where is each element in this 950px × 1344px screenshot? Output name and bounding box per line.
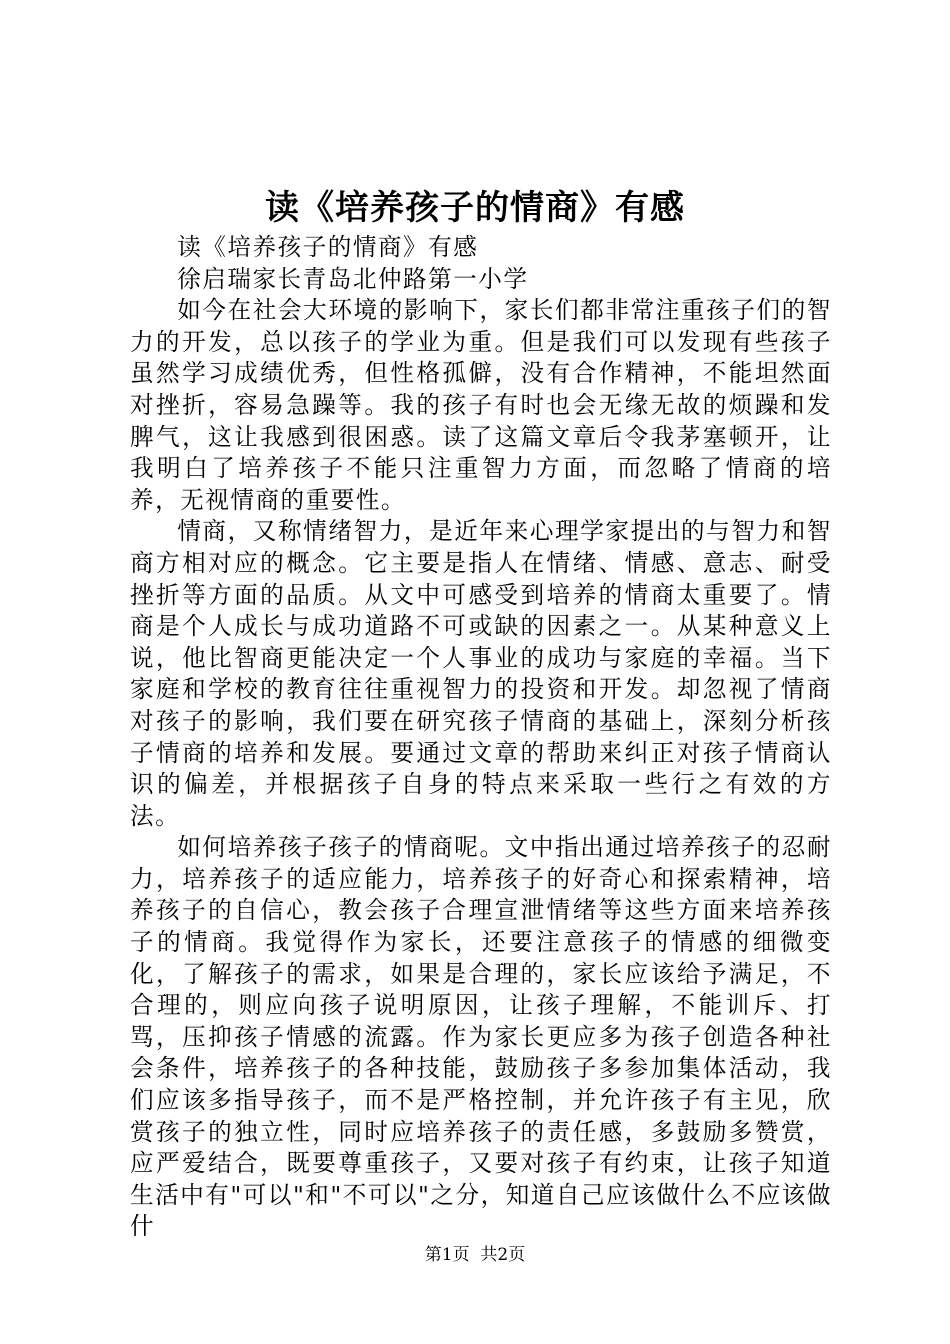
subtitle-line: 读《培养孩子的情商》有感 [177,233,479,261]
body-paragraph-1: 如今在社会大环境的影响下，家长们都非常注重孩子们的智力的开发，总以孩子的学业为重。但是我们可以发现有些孩子虽然学习成绩优秀，但性格孤僻，没有合作精神，不能坦然面对挫折，容易急躁等。我的孩子有时也会无缘无故的烦躁和发脾气，这让我感到很困惑。读了这篇文章后令我茅塞顿开，让我明白了培养孩子不能只注重智力方面，而忽略了情商的培养，无视情商的重要性。 [130,296,832,514]
document-body [130,232,832,1243]
document-title: 读《培养孩子的情商》有感 [265,188,685,228]
page-footer: 第1页 共2页 [424,1245,526,1265]
body-paragraph-3: 如何培养孩子孩子的情商呢。文中指出通过培养孩子的忍耐力，培养孩子的适应能力，培养孩子的好奇心和探索精神，培养孩子的自信心，教会孩子合理宣泄情绪等这些方面来培养孩子的情商。我觉得作为家长，还要注意孩子的情感的细微变化，了解孩子的需求，如果是合理的，家长应该给予满足，不合理的，则应向孩子说明原因，让孩子理解，不能训斥、打骂，压抑孩子情感的流露。作为家长更应多为孩子创造各种社会条件，培养孩子的各种技能，鼓励孩子多参加集体活动，我们应该多指导孩子，而不是严格控制，并允许孩子有主见，欣赏孩子的独立性，同时应培养孩子的责任感，多鼓励多赞赏，应严爱结合，既要尊重孩子，又要对孩子有约束，让孩子知道生活中有"可以"和"不可以"之分，知道自己应该做什么不应该做什 [130,833,832,1241]
body-paragraph-2: 情商，又称情绪智力，是近年来心理学家提出的与智力和智商方相对应的概念。它主要是指人在情绪、情感、意志、耐受挫折等方面的品质。从文中可感受到培养的情商太重要了。情商是个人成长与成功道路不可或缺的因素之一。从某种意义上说，他比智商更能决定一个人事业的成功与家庭的幸福。当下家庭和学校的教育往往重视智力的投资和开发。却忽视了情商对孩子的影响，我们要在研究孩子情商的基础上，深刻分析孩子情商的培养和发展。要通过文章的帮助来纠正对孩子情商认识的偏差，并根据孩子自身的特点来采取一些行之有效的方法。 [130,517,832,830]
author-line: 徐启瑞家长青岛北仲路第一小学 [177,264,529,293]
